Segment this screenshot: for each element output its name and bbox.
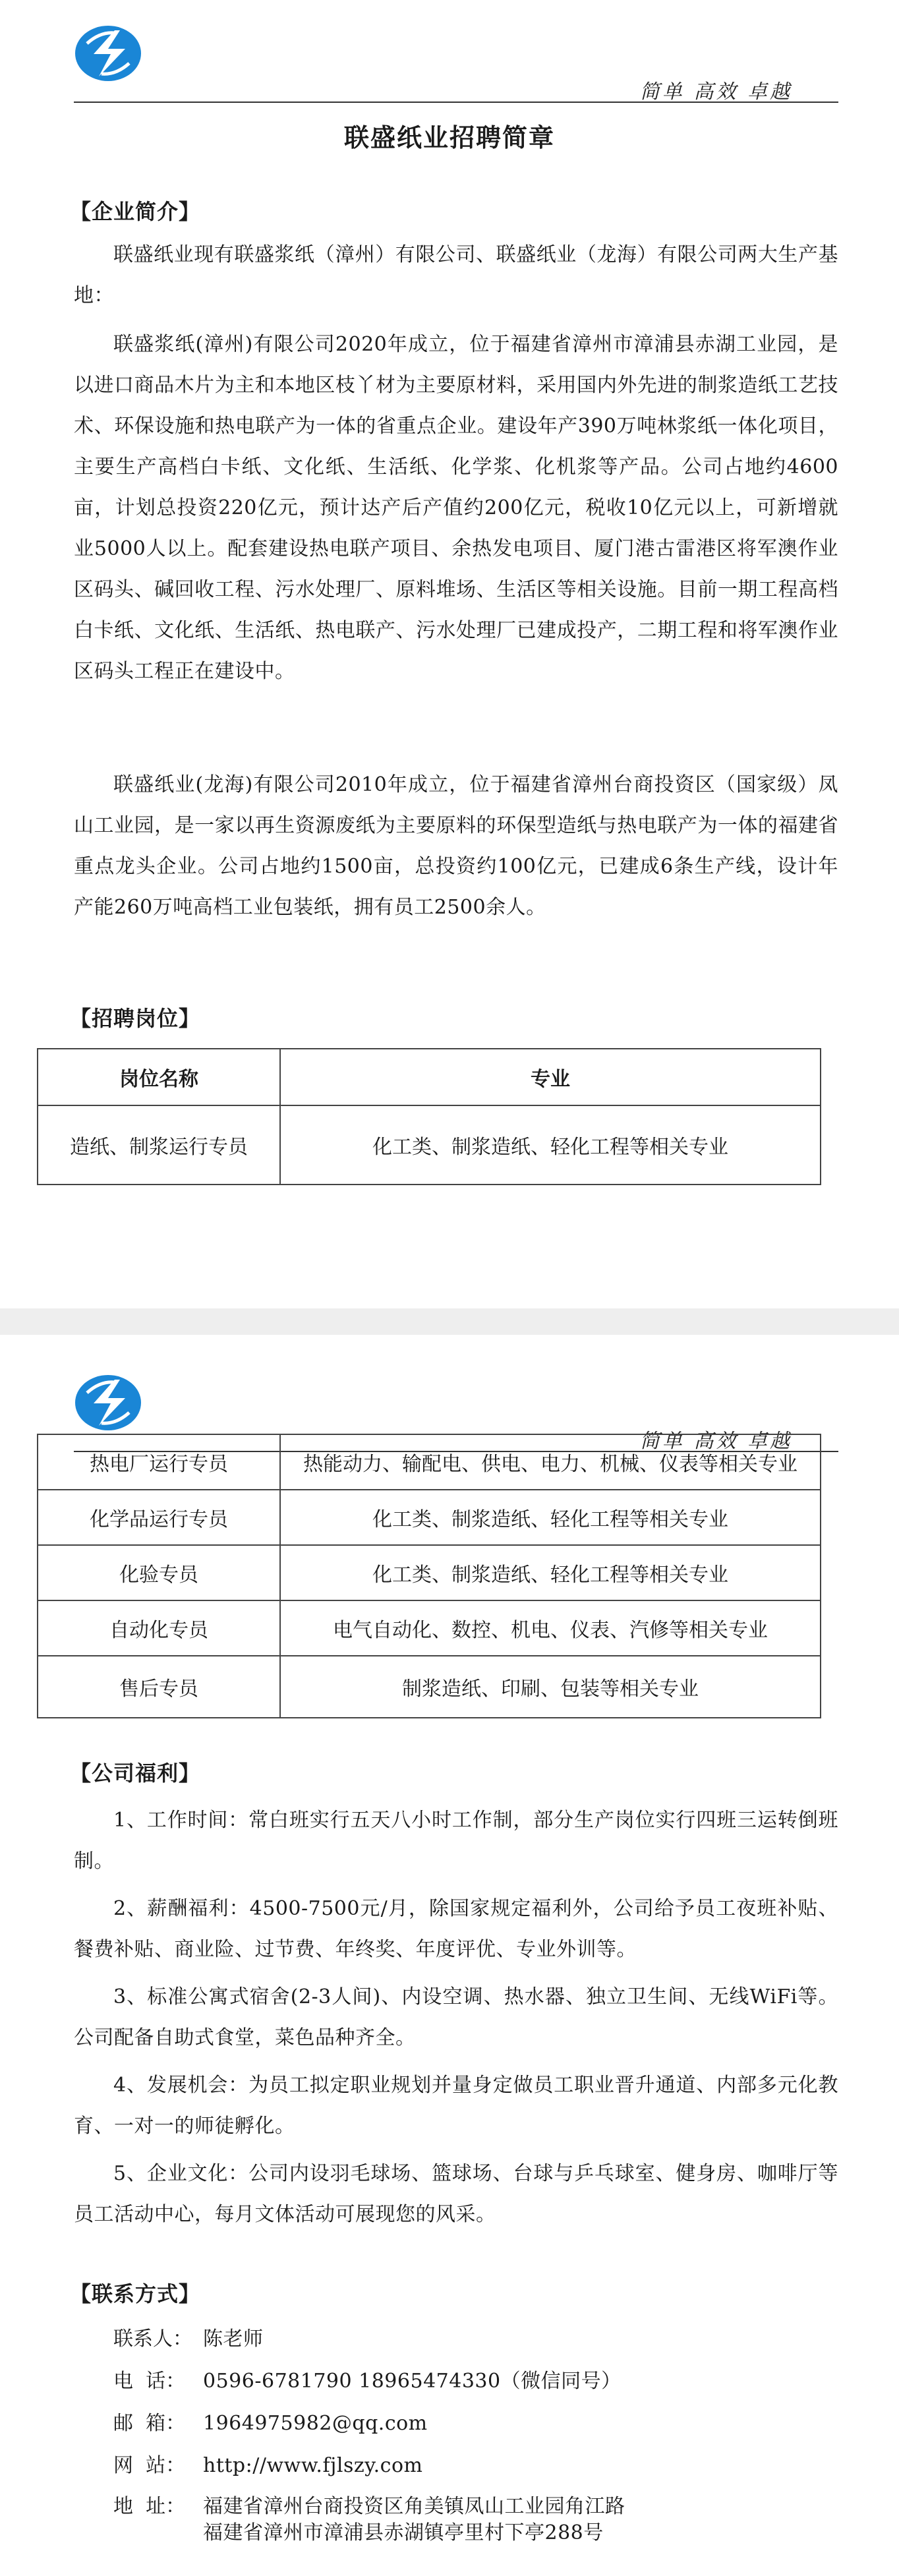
lianshen-logo-icon (74, 24, 142, 83)
section-heading-contact: 【联系方式】 (70, 2281, 201, 2306)
table-row (38, 1600, 821, 1656)
document-page-2 (0, 1335, 899, 2576)
contact-address-line-1: 福建省漳州台商投资区角美镇凤山工业园角江路 (203, 2495, 625, 2518)
intro-paragraph-2: 联盛浆纸(漳州)有限公司2020年成立，位于福建省漳州市漳浦县赤湖工业园，是以进口商品木片为主和本地区枝丫材为主要原材料，采用国内外先进的制浆造纸工艺技术、环保设施和热电联产为一体的省重点企业。建设年产390万吨林浆纸一体化项目，主要生产高档白卡纸、文化纸、生活纸、化学浆、化机浆等产品。公司占地约4600亩，计划总投资220亿元，预计达产后产值约200亿元，税收10亿元以上，可新增就业5000人以上。配套建设热电联产项目、余热发电项目、厦门港古雷港区将军澳作业区码头、碱回收工程、污水处理厂、原料堆场、生活区等相关设施。目前一期工程高档白卡纸、文化纸、生活纸、热电联产、污水处理厂已建成投产，二期工程和将军澳作业区码头工程正在建设中。 (74, 333, 838, 683)
contact-address-line-2: 福建省漳州市漳浦县赤湖镇亭里村下亭288号 (203, 2521, 604, 2544)
section-heading-welfare: 【公司福利】 (70, 1761, 201, 1786)
table-row (38, 1434, 821, 1490)
page-title: 联盛纸业招聘简章 (343, 123, 555, 152)
section-heading-intro: 【企业简介】 (70, 199, 201, 224)
intro-paragraph-3: 联盛纸业(龙海)有限公司2010年成立，位于福建省漳州台商投资区（国家级）凤山工业园，是一家以再生资源废纸为主要原料的环保型造纸与热电联产为一体的福建省重点龙头企业。公司占地约1500亩，总投资约100亿元，已建成6条生产线，设计年产能260万吨高档工业包装纸，拥有员工2500余人。 (74, 773, 838, 919)
job-name-cell: 自动化专员 (38, 1600, 280, 1656)
intro-paragraph-1: 联盛纸业现有联盛浆纸（漳州）有限公司、联盛纸业（龙海）有限公司两大生产基地： (74, 243, 838, 307)
contact-person-label: 联系人： (113, 2327, 192, 2351)
page-header (74, 24, 838, 103)
contact-web-link[interactable]: http://www.fjlszy.com (203, 2454, 423, 2477)
job-major-cell: 热能动力、输配电、供电、电力、机械、仪表等相关专业 (280, 1434, 821, 1490)
job-major-cell: 制浆造纸、印刷、包装等相关专业 (280, 1656, 821, 1718)
contact-person-row (113, 2318, 625, 2360)
header-slogan: 简单 高效 卓越 (639, 80, 792, 103)
welfare-item-1: 1、工作时间：常白班实行五天八小时工作制，部分生产岗位实行四班三运转倒班制。 (74, 1809, 838, 1873)
section-heading-jobs: 【招聘岗位】 (70, 1006, 201, 1031)
jobs-table-header-row (38, 1049, 821, 1105)
table-row (38, 1105, 821, 1185)
contact-address-row (113, 2494, 625, 2546)
contact-phone-label: 电 话： (113, 2370, 186, 2393)
contact-web-row (113, 2445, 625, 2487)
header-slogan: 简单 高效 卓越 (639, 1430, 792, 1453)
contact-email-link[interactable]: 1964975982@qq.com (203, 2412, 428, 2435)
job-name-cell: 化学品运行专员 (38, 1490, 280, 1545)
column-header-major: 专业 (280, 1049, 821, 1105)
contact-person: 陈老师 (203, 2327, 264, 2351)
contact-block (113, 2318, 625, 2546)
contact-address (203, 2494, 625, 2546)
job-major-cell: 化工类、制浆造纸、轻化工程等相关专业 (280, 1490, 821, 1545)
contact-address-label: 地 址： (113, 2495, 186, 2518)
job-name-cell: 售后专员 (38, 1656, 280, 1718)
table-row (38, 1490, 821, 1545)
welfare-item-4: 4、发展机会：为员工拟定职业规划并量身定做员工职业晋升通道、内部多元化教育、一对一的师徒孵化。 (74, 2074, 838, 2138)
lianshen-logo-icon (74, 1373, 142, 1432)
job-major-cell: 化工类、制浆造纸、轻化工程等相关专业 (280, 1105, 821, 1185)
welfare-item-5: 5、企业文化：公司内设羽毛球场、篮球场、台球与乒乓球室、健身房、咖啡厅等员工活动中心，每月文体活动可展现您的风采。 (74, 2162, 838, 2226)
job-major-cell: 化工类、制浆造纸、轻化工程等相关专业 (280, 1545, 821, 1600)
jobs-table (37, 1048, 821, 1185)
contact-email-label: 邮 箱： (113, 2412, 186, 2435)
job-major-cell: 电气自动化、数控、机电、仪表、汽修等相关专业 (280, 1600, 821, 1656)
welfare-item-2: 2、薪酬福利：4500-7500元/月，除国家规定福利外，公司给予员工夜班补贴、餐费补贴、商业险、过节费、年终奖、年度评优、专业外训等。 (74, 1897, 838, 1961)
welfare-item-3: 3、标准公寓式宿舍(2-3人间)、内设空调、热水器、独立卫生间、无线WiFi等。公司配备自助式食堂，菜色品种齐全。 (74, 1985, 838, 2049)
table-row (38, 1545, 821, 1600)
jobs-table-continued (37, 1434, 821, 1718)
contact-phone-row (113, 2360, 625, 2403)
column-header-job-name: 岗位名称 (38, 1049, 280, 1105)
contact-phone: 0596-6781790 18965474330（微信同号） (203, 2370, 622, 2393)
job-name-cell: 化验专员 (38, 1545, 280, 1600)
contact-web-label: 网 站： (113, 2454, 186, 2477)
table-row (38, 1656, 821, 1718)
contact-email-row (113, 2403, 625, 2445)
job-name-cell: 热电厂运行专员 (38, 1434, 280, 1490)
job-name-cell: 造纸、制浆运行专员 (38, 1105, 280, 1185)
page-gap (0, 1308, 899, 1335)
header-divider (74, 102, 838, 103)
